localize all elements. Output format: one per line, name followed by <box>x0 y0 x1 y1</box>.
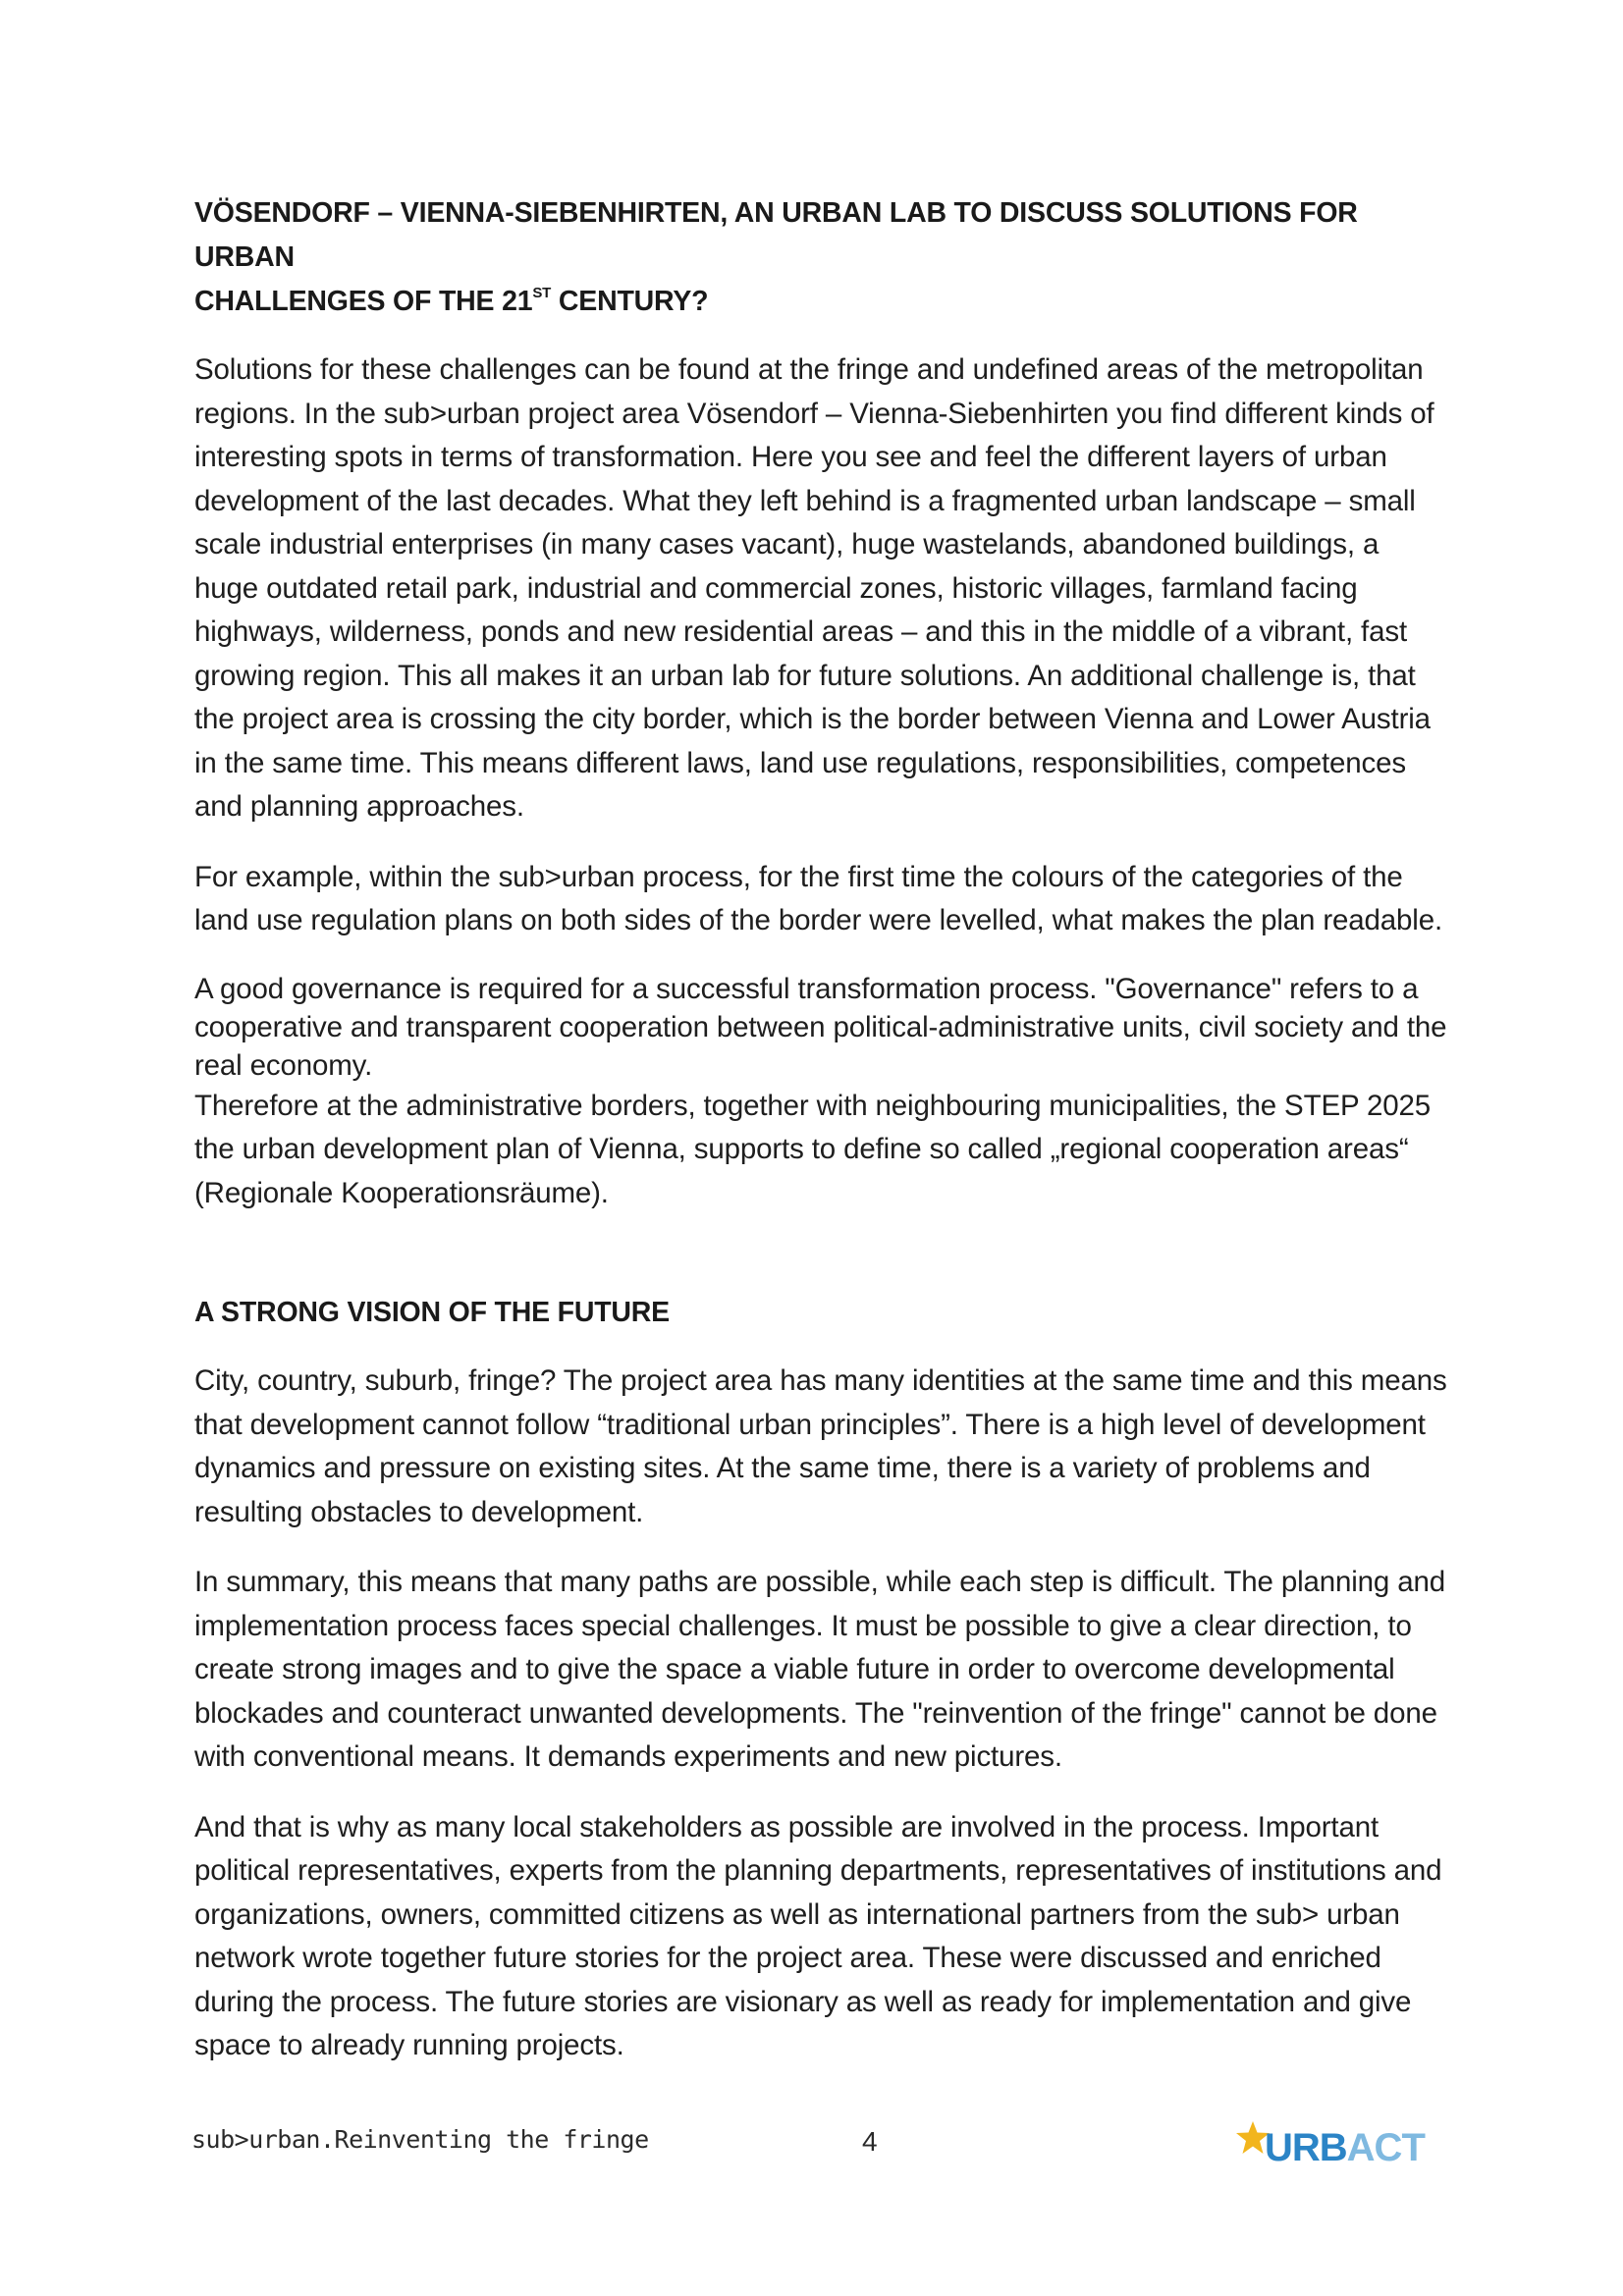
page-content <box>194 191 1447 2095</box>
paragraph-stakeholders: And that is why as many local stakeholders as possible are involved in the process. Important political representatives, experts from the planning departments, representatives of institutions and organizations, owners, committed citizens as well as international partners from the sub> urban network wrote together future stories for the project area. These were discussed and enriched during the process. The future stories are visionary as well as ready for implementation and give space to already running projects. <box>194 1810 1442 2061</box>
paragraph-example: For example, within the sub>urban process, for the first time the colours of the categories of the land use regulation plans on both sides of the border were levelled, what makes the plan readable. <box>194 860 1443 936</box>
urbact-logo <box>1235 2120 1432 2175</box>
logo-part-1: URB <box>1265 2126 1347 2169</box>
section-heading-vision: A STRONG VISION OF THE FUTURE <box>194 1297 670 1328</box>
paragraph-step-2025: Therefore at the administrative borders, together with neighbouring municipalities, the STEP 2025 the urban development plan of Vienna, supports to define so called „regional cooperation areas“ (Regionale Kooperationsräume). <box>194 1089 1432 1209</box>
heading-line-1: VÖSENDORF – VIENNA-SIEBENHIRTEN, AN URBAN LAB TO DISCUSS SOLUTIONS FOR URBAN <box>194 197 1358 273</box>
logo-part-2: ACT <box>1346 2126 1425 2169</box>
page-footer <box>0 2120 1623 2179</box>
heading-line-2-suffix: CENTURY? <box>551 286 709 317</box>
logo-wordmark <box>1265 2124 1425 2171</box>
paragraph-solutions: Solutions for these challenges can be found at the fringe and undefined areas of the metropolitan regions. In the sub>urban project area Vösendorf – Vienna-Siebenhirten you find different kinds of interesting spots in terms of transformation. Here you see and feel the different layers of urban development of the last decades. What they left behind is a fragmented urban landscape – small scale industrial enterprises (in many cases vacant), huge wastelands, abandoned buildings, a huge outdated retail park, industrial and commercial zones, historic villages, farmland facing highways, wilderness, ponds and new residential areas – and this in the middle of a vibrant, fast growing region. This all makes it an urban lab for future solutions. An additional challenge is, that the project area is crossing the city border, which is the border between Vienna and Lower Austria in the same time. This means different laws, land use regulations, responsibilities, competences and planning approaches. <box>194 353 1434 823</box>
page-number: 4 <box>862 2126 878 2157</box>
heading-line-2-prefix: CHALLENGES OF THE 21 <box>194 286 533 317</box>
paragraph-summary: In summary, this means that many paths are possible, while each step is difficult. The planning and implementation process faces special challenges. It must be possible to give a clear direction, to create strong images and to give the space a viable future in order to overcome developmental blockades and counteract unwanted developments. The "reinvention of the fringe" cannot be done with conventional means. It demands experiments and new pictures. <box>194 1566 1446 1773</box>
paragraph-identities: City, country, suburb, fringe? The project area has many identities at the same time and this means that development cannot follow “traditional urban principles”. There is a high level of development dynamics and pressure on existing sites. At the same time, there is a variety of problems and resulting obstacles to development. <box>194 1364 1447 1528</box>
heading-superscript: ST <box>532 284 552 301</box>
footer-title: sub>urban.Reinventing the fringe <box>191 2125 649 2154</box>
paragraph-governance: A good governance is required for a successful transformation process. "Governance" refers to a cooperative and transparent cooperation between political-administrative units, civil society and the real economy. <box>194 972 1447 1082</box>
section-heading-urban-lab <box>194 191 1447 324</box>
